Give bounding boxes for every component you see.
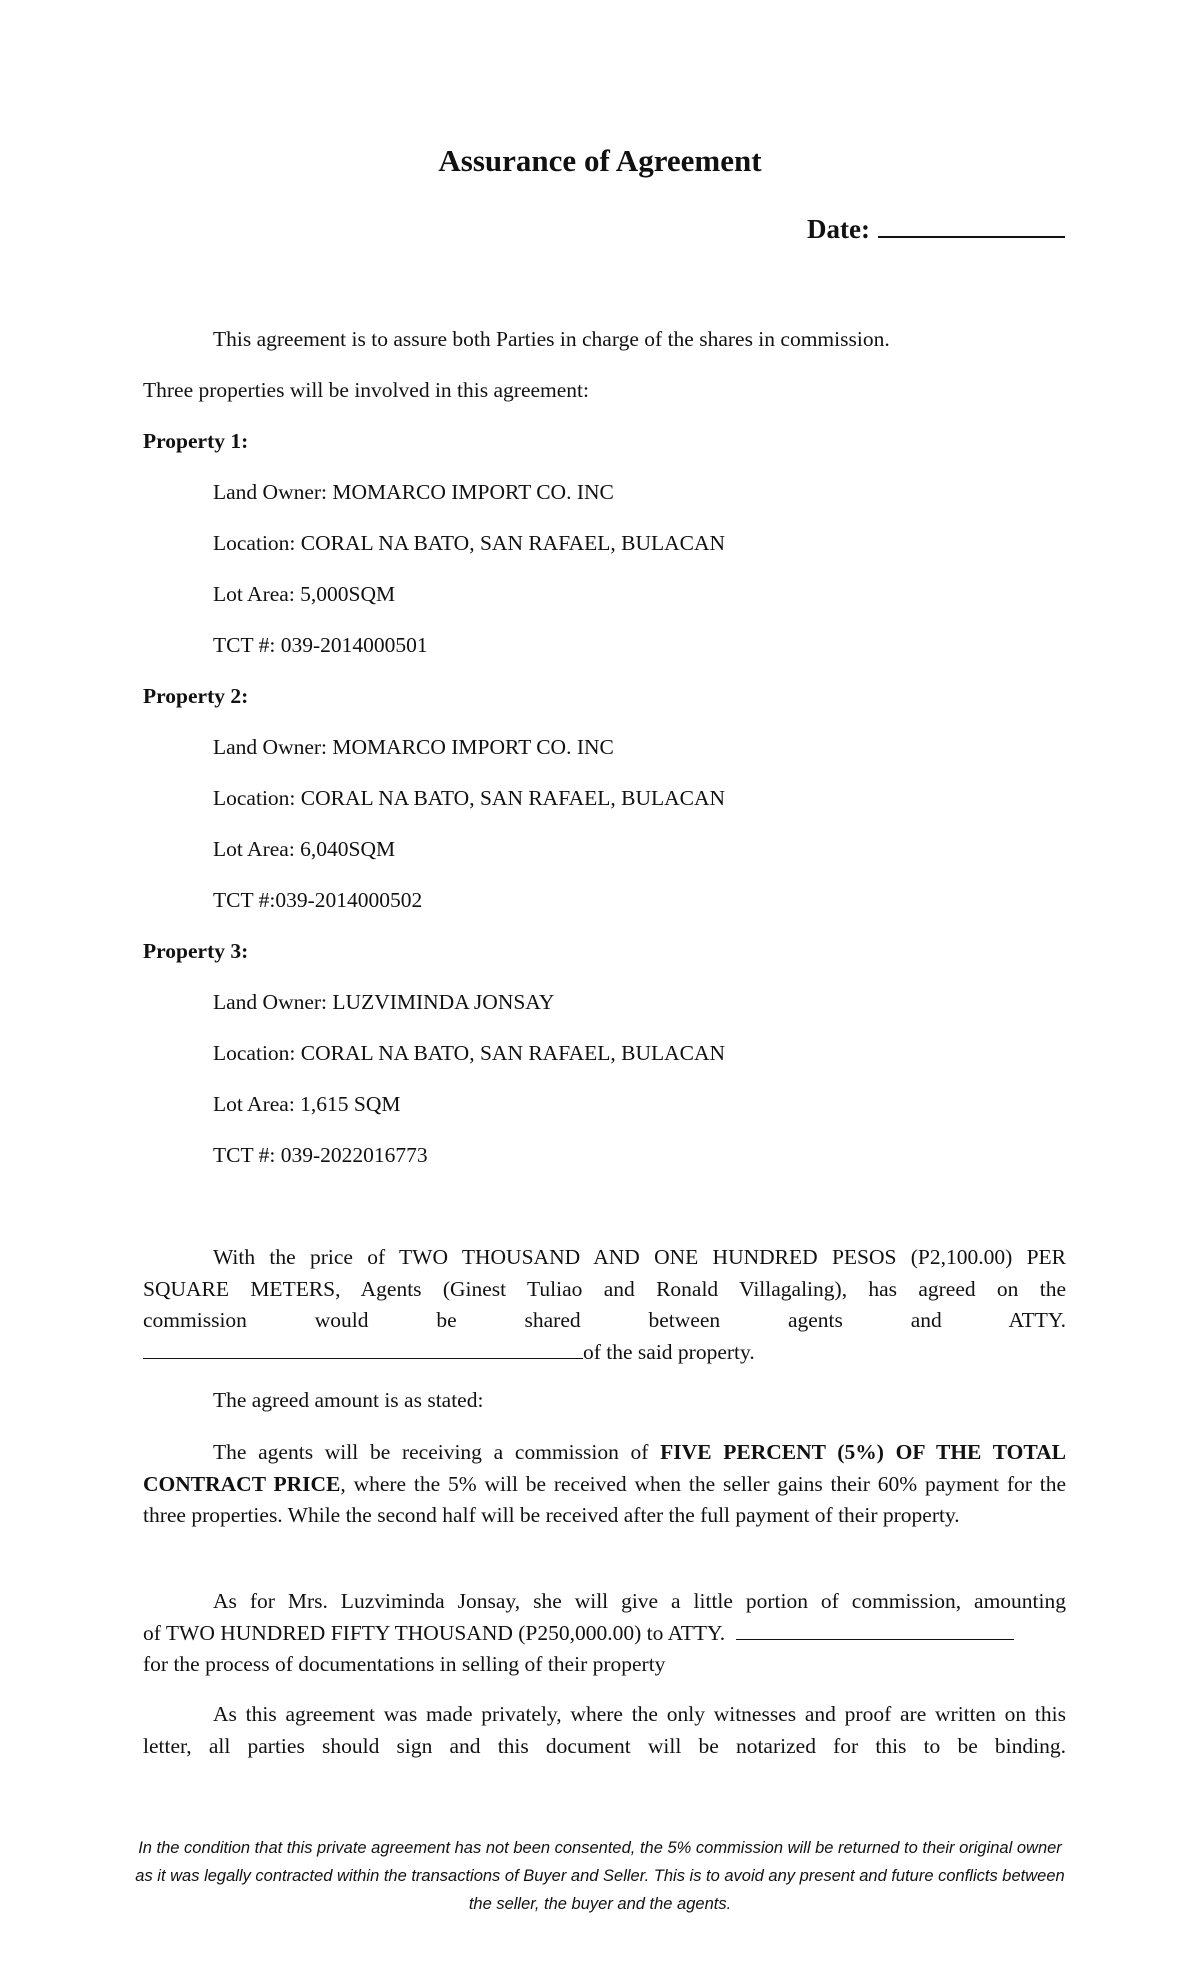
date-blank-line <box>878 210 1065 238</box>
document-title: Assurance of Agreement <box>438 143 762 178</box>
intro-text: This agreement is to assure both Parties in charge of the shares in commission. <box>213 327 890 351</box>
property-1-tct: TCT #: 039-2014000501 <box>213 633 428 657</box>
commission-pre: The agents will be receiving a commission of <box>213 1440 661 1464</box>
property-2-location: Location: CORAL NA BATO, SAN RAFAEL, BULACAN <box>213 786 726 810</box>
property-3-land-owner: Land Owner: LUZVIMINDA JONSAY <box>213 990 555 1014</box>
property-3-tct: TCT #: 039-2022016773 <box>213 1143 428 1167</box>
jonsay-line-1: As for Mrs. Luzviminda Jonsay, she will give a little portion of commission, amounting <box>213 1589 1066 1613</box>
jonsay-line-3: for the process of documentations in selling of their property <box>143 1652 666 1676</box>
property-1-heading: Property 1: <box>143 429 249 453</box>
price-line-4-text: of the said property. <box>583 1339 755 1364</box>
property-3-location: Location: CORAL NA BATO, SAN RAFAEL, BULACAN <box>213 1041 726 1065</box>
property-1-location: Location: CORAL NA BATO, SAN RAFAEL, BULACAN <box>213 531 726 555</box>
attorney-blank-line <box>143 1340 583 1359</box>
jonsay-line-2-text: of TWO HUNDRED FIFTY THOUSAND (P250,000.00) to ATTY. <box>143 1620 726 1645</box>
property-3-heading: Property 3: <box>143 939 249 963</box>
date-field <box>807 210 1065 245</box>
price-line-2: SQUARE METERS, Agents (Ginest Tuliao and Ronald Villagaling), has agreed on the <box>143 1276 1066 1301</box>
witness-text: As this agreement was made privately, where the only witnesses and proof are written on this letter, all parties should sign and this document will be notarized for this to be binding. <box>143 1702 1066 1758</box>
property-1-lot-area: Lot Area: 5,000SQM <box>213 582 396 606</box>
property-2-lot-area: Lot Area: 6,040SQM <box>213 837 396 861</box>
three-properties-text: Three properties will be involved in this agreement: <box>143 378 589 402</box>
agreed-amount-text: The agreed amount is as stated: <box>213 1388 484 1412</box>
commission-text <box>143 1437 1066 1532</box>
witness-paragraph <box>143 1699 1066 1762</box>
jonsay-line-2 <box>143 1618 1066 1650</box>
price-line-3: commission would be shared between agents and ATTY. <box>143 1308 1066 1332</box>
commission-bold: FIVE PERCENT (5%) OF THE TOTAL CONTRACT PRICE <box>143 1440 1066 1496</box>
property-2-tct: TCT #:039-2014000502 <box>213 888 423 912</box>
property-3-lot-area: Lot Area: 1,615 SQM <box>213 1092 401 1116</box>
property-1-land-owner: Land Owner: MOMARCO IMPORT CO. INC <box>213 480 614 504</box>
property-2-land-owner: Land Owner: MOMARCO IMPORT CO. INC <box>213 735 614 759</box>
date-label: Date: <box>807 214 870 244</box>
jonsay-paragraph <box>143 1586 1066 1681</box>
commission-post: , where the 5% will be received when the seller gains their 60% payment for the three properties. While the second half will be received after the full payment of their property. <box>143 1471 1066 1527</box>
commission-paragraph <box>143 1437 1066 1532</box>
jonsay-attorney-blank-line <box>736 1621 1014 1640</box>
footer-note: In the condition that this private agreement has not been consented, the 5% commission will be returned to their original owner as it was legally contracted within the transactions of Buyer and Seller. This is to avoid any present and future conflicts between the seller, the buyer and the agents. <box>135 1839 1065 1913</box>
property-2-heading: Property 2: <box>143 684 249 708</box>
price-line-1: With the price of TWO THOUSAND AND ONE HUNDRED PESOS (P2,100.00) PER <box>213 1245 1066 1269</box>
price-paragraph <box>143 1242 1066 1368</box>
price-line-4 <box>143 1337 1066 1369</box>
